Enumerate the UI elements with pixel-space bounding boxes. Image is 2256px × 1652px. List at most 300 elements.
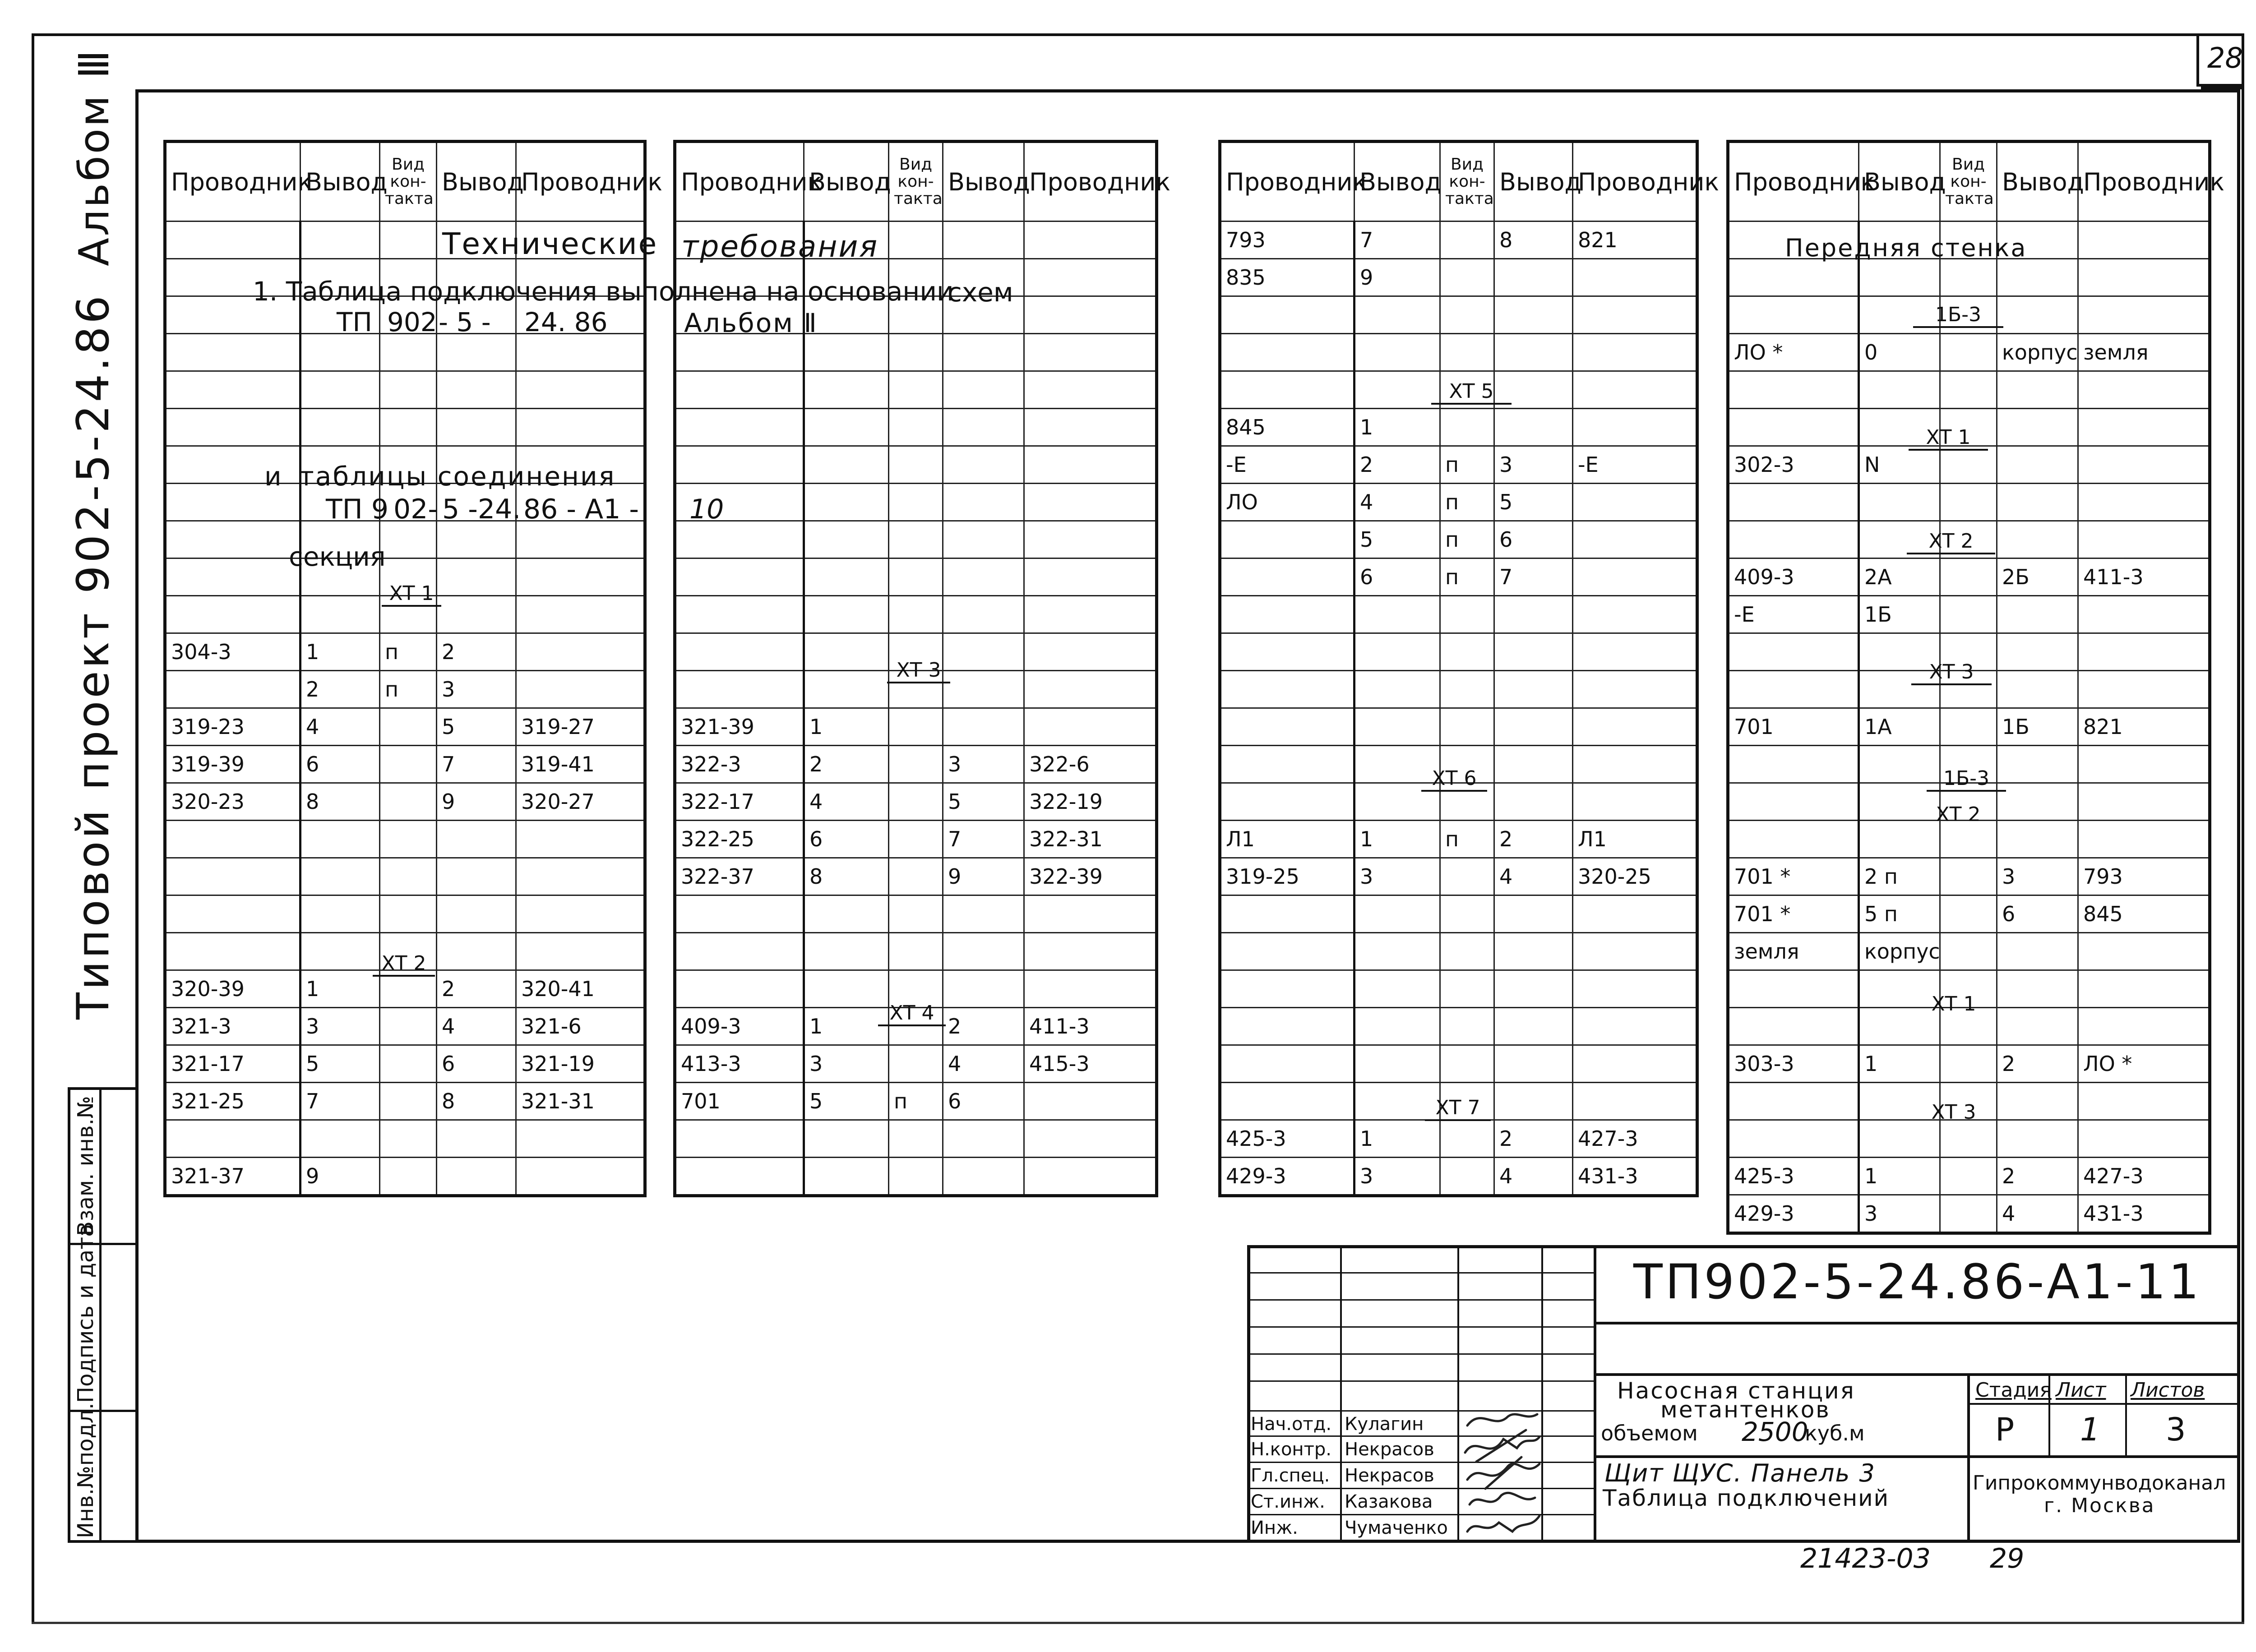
- object-line-3a: объемом: [1601, 1421, 1698, 1445]
- table-row: [1220, 596, 1697, 633]
- table-cell: Л1: [1220, 821, 1355, 858]
- table-cell: [1997, 409, 2078, 446]
- table-cell: [943, 933, 1024, 970]
- table-cell: 845: [1220, 409, 1355, 446]
- header-cell-part: такта: [385, 189, 434, 208]
- table-cell: п: [380, 671, 437, 708]
- table-cell: [675, 558, 804, 596]
- doc-line-1: Щит ЩУС. Панель 3: [1604, 1459, 1876, 1487]
- table-cell: [1024, 296, 1157, 334]
- table-cell: 322-39: [1024, 858, 1157, 895]
- header-cell: Вывод: [1355, 142, 1440, 221]
- table-cell: [1859, 1083, 1940, 1120]
- table-cell: 320-25: [1573, 858, 1697, 895]
- note-tp-2: 902: [387, 307, 437, 337]
- table-cell: 1: [1859, 1045, 1940, 1083]
- table-cell: 431-3: [2078, 1195, 2210, 1233]
- table-cell: ЛО: [1220, 484, 1355, 521]
- doc-line-2: Таблица подключений: [1603, 1485, 1890, 1511]
- role-5: Инж.: [1251, 1518, 1298, 1538]
- table-cell: 320-41: [516, 970, 645, 1008]
- table-row: [1220, 1120, 1697, 1158]
- table-cell: [516, 821, 645, 858]
- table-cell: [1728, 409, 1859, 446]
- table-cell: ЛО *: [1728, 334, 1859, 371]
- table-cell: [437, 858, 516, 895]
- table-cell: [1573, 409, 1697, 446]
- connection-table-3: [1218, 140, 1720, 1197]
- table-cell: [1220, 708, 1355, 746]
- table-cell: 3: [943, 746, 1024, 783]
- table-row: [165, 1083, 645, 1120]
- table-cell: [1997, 446, 2078, 484]
- table-cell: [300, 895, 380, 933]
- table-cell: [889, 484, 943, 521]
- table-cell: 2: [437, 633, 516, 671]
- table-cell: 3: [804, 1045, 889, 1083]
- note-tp2-d: 86 - А1 -: [523, 494, 639, 525]
- table-cell: [1494, 671, 1573, 708]
- header-cell-part: Вид: [1451, 155, 1484, 174]
- note-tp2-a: ТП 9: [326, 494, 389, 525]
- table-cell: [1940, 1045, 1997, 1083]
- tb-h1: [1247, 1272, 1595, 1274]
- table-cell: 845: [2078, 895, 2210, 933]
- table-cell: [1220, 671, 1355, 708]
- table-cell: [943, 521, 1024, 558]
- table-cell: [516, 858, 645, 895]
- table-cell: 2: [1997, 1158, 2078, 1195]
- header-cell: Вывод: [300, 142, 380, 221]
- table-cell: [380, 1008, 437, 1045]
- table-cell: [943, 1158, 1024, 1196]
- top-right-line: [2201, 87, 2242, 89]
- table-cell: [300, 933, 380, 970]
- table-cell: [804, 558, 889, 596]
- table-cell: [1859, 484, 1940, 521]
- table-row: [1220, 1045, 1697, 1083]
- table-cell: [1859, 821, 1940, 858]
- table-cell: [1997, 484, 2078, 521]
- table-cell: [1940, 596, 1997, 633]
- table-header-row: [1220, 142, 1697, 221]
- table-row: [675, 446, 1157, 484]
- header-cell: [380, 142, 437, 221]
- table-header-row: [165, 142, 645, 221]
- note-connection-tables: таблицы соединения: [299, 461, 616, 492]
- table-cell: [1024, 633, 1157, 671]
- signatures: [1458, 1403, 1544, 1543]
- signature-5: [1467, 1516, 1539, 1532]
- table-cell: п: [1440, 821, 1494, 858]
- role-3: Гл.спец.: [1251, 1465, 1330, 1486]
- table-cell: [1220, 633, 1355, 671]
- table-cell: [889, 521, 943, 558]
- table-cell: [1494, 895, 1573, 933]
- table-row: [165, 1008, 645, 1045]
- table-cell: п: [1440, 484, 1494, 521]
- table-cell: [1494, 708, 1573, 746]
- table-cell: [889, 783, 943, 821]
- table-cell: [1440, 1158, 1494, 1196]
- role-4: Ст.инж.: [1251, 1491, 1325, 1512]
- table-row: [165, 708, 645, 746]
- tb-h4: [1247, 1353, 1595, 1355]
- table-row: [1728, 858, 2210, 895]
- table-cell: [1728, 746, 1859, 783]
- table-row: [1728, 1120, 2210, 1158]
- table-cell: [300, 821, 380, 858]
- table-row: [675, 521, 1157, 558]
- table-cell: [1728, 1008, 1859, 1045]
- name-2: Некрасов: [1345, 1439, 1434, 1460]
- table-cell: [675, 671, 804, 708]
- table-cell: [675, 933, 804, 970]
- table-cell: 322-37: [675, 858, 804, 895]
- table-row: [675, 783, 1157, 821]
- table-cell: [889, 1120, 943, 1158]
- table-cell: [2078, 1083, 2210, 1120]
- table-cell: 322-17: [675, 783, 804, 821]
- table-row: [675, 1045, 1157, 1083]
- table-cell: 1: [300, 633, 380, 671]
- table-cell: [437, 1158, 516, 1196]
- table-cell: [1440, 596, 1494, 633]
- table-cell: [380, 371, 437, 409]
- binding-strip-divider: [99, 1087, 102, 1543]
- table-cell: [516, 1120, 645, 1158]
- table-cell: [1220, 895, 1355, 933]
- table-cell: [1728, 671, 1859, 708]
- table-cell: 1: [804, 1008, 889, 1045]
- table-cell: [1728, 970, 1859, 1008]
- table-cell: [675, 1120, 804, 1158]
- sheet-value: 1: [2080, 1411, 2100, 1448]
- table-cell: [1220, 970, 1355, 1008]
- table-cell: 320-39: [165, 970, 300, 1008]
- table-cell: [2078, 671, 2210, 708]
- table-cell: [2078, 521, 2210, 558]
- table-cell: [1494, 633, 1573, 671]
- table-cell: [165, 933, 300, 970]
- header-cell-part: кон-: [1449, 172, 1485, 191]
- table-cell: [2078, 933, 2210, 970]
- table-cell: [1024, 596, 1157, 633]
- table-cell: [804, 1158, 889, 1196]
- table-cell: [380, 221, 437, 259]
- table-cell: [1940, 708, 1997, 746]
- table-cell: [1355, 708, 1440, 746]
- t4-block-1b3-b: 1Б-3: [1927, 767, 2006, 792]
- object-line-1: Насосная станция: [1617, 1378, 1855, 1404]
- table-cell: Л1: [1573, 821, 1697, 858]
- table-cell: -Е: [1220, 446, 1355, 484]
- table-cell: [889, 1158, 943, 1196]
- table-cell: 409-3: [675, 1008, 804, 1045]
- header-cell: Проводник: [165, 142, 300, 221]
- table-cell: [943, 371, 1024, 409]
- table-row: [675, 558, 1157, 596]
- table-cell: 322-25: [675, 821, 804, 858]
- table-cell: -Е: [1728, 596, 1859, 633]
- table-row: [165, 371, 645, 409]
- table-cell: 4: [943, 1045, 1024, 1083]
- note-table-basis: 1. Таблица подключения выполнена на основании: [253, 276, 954, 307]
- table-row: [1728, 334, 2210, 371]
- table-cell: [1024, 259, 1157, 296]
- table-cell: [380, 1045, 437, 1083]
- table-cell: [889, 746, 943, 783]
- table-cell: [943, 895, 1024, 933]
- table-row: [1728, 1045, 2210, 1083]
- table-row: [1220, 446, 1697, 484]
- t4-block-xt3: ХТ 3: [1911, 660, 1992, 685]
- table-cell: [1940, 446, 1997, 484]
- table-cell: [675, 970, 804, 1008]
- table-cell: [1024, 970, 1157, 1008]
- table-cell: [1024, 409, 1157, 446]
- table-cell: 3: [437, 671, 516, 708]
- table-cell: 319-27: [516, 708, 645, 746]
- table-cell: 4: [1494, 858, 1573, 895]
- table-cell: 4: [300, 708, 380, 746]
- table-cell: 7: [1494, 558, 1573, 596]
- table-cell: [889, 933, 943, 970]
- table-cell: 427-3: [2078, 1158, 2210, 1195]
- header-cell: Вывод: [437, 142, 516, 221]
- table-row: [1728, 1158, 2210, 1195]
- table-cell: [943, 446, 1024, 484]
- table-cell: [889, 371, 943, 409]
- header-cell: Вывод: [1997, 142, 2078, 221]
- table-cell: [1440, 970, 1494, 1008]
- table-cell: 322-6: [1024, 746, 1157, 783]
- note-tp-3: - 5 -: [439, 307, 491, 337]
- table-cell: земля: [1728, 933, 1859, 970]
- table-cell: 2: [1494, 821, 1573, 858]
- table-cell: [1997, 371, 2078, 409]
- table-cell: [1024, 1158, 1157, 1196]
- table-cell: [165, 558, 300, 596]
- header-cell: [1940, 142, 1997, 221]
- org-line-1: Гипрокоммунводоканал: [1973, 1472, 2226, 1495]
- table-row: [1220, 409, 1697, 446]
- table-cell: [1024, 484, 1157, 521]
- tb-v1: [1340, 1245, 1342, 1543]
- table-cell: [1728, 371, 1859, 409]
- table-cell: [2078, 371, 2210, 409]
- signature-1: [1467, 1414, 1537, 1426]
- table-cell: [1494, 334, 1573, 371]
- table-cell: 5: [943, 783, 1024, 821]
- t4-block-xt1: ХТ 1: [1909, 426, 1988, 451]
- table-cell: [1940, 895, 1997, 933]
- frame-right-line: [2242, 33, 2244, 1624]
- table-row: [1728, 708, 2210, 746]
- table-cell: 8: [1494, 221, 1573, 259]
- table-cell: 302-3: [1728, 446, 1859, 484]
- table-cell: 322-31: [1024, 821, 1157, 858]
- name-1: Кулагин: [1345, 1414, 1424, 1435]
- table-cell: [516, 558, 645, 596]
- table-cell: [1220, 521, 1355, 558]
- table-row: [1220, 858, 1697, 895]
- table-cell: 1Б: [1859, 596, 1940, 633]
- table-cell: 2: [943, 1008, 1024, 1045]
- field-vzam-inv: Взам. инв.№: [73, 1096, 98, 1236]
- table-cell: [380, 858, 437, 895]
- table-row: [675, 596, 1157, 633]
- table-row: [1220, 296, 1697, 334]
- table-cell: [1024, 1083, 1157, 1120]
- table-cell: 322-3: [675, 746, 804, 783]
- table-cell: [1940, 259, 1997, 296]
- table-cell: [1940, 1120, 1997, 1158]
- table-cell: [1997, 746, 2078, 783]
- table-cell: [1220, 783, 1355, 821]
- table-cell: [516, 933, 645, 970]
- table-cell: [437, 596, 516, 633]
- table-cell: 7: [300, 1083, 380, 1120]
- table-row: [675, 895, 1157, 933]
- name-4: Казакова: [1345, 1491, 1433, 1512]
- table-cell: 1: [1355, 409, 1440, 446]
- table-cell: [1440, 708, 1494, 746]
- table-cell: [165, 334, 300, 371]
- table-cell: [380, 521, 437, 558]
- table-header-row: [1728, 142, 2210, 221]
- table-cell: [1728, 633, 1859, 671]
- table-cell: [804, 371, 889, 409]
- table-cell: [1997, 783, 2078, 821]
- table-row: [165, 783, 645, 821]
- table-cell: 701 *: [1728, 895, 1859, 933]
- t4-block-xt3-b: ХТ 3: [1931, 1101, 1976, 1124]
- table-cell: [1440, 895, 1494, 933]
- table-cell: [943, 334, 1024, 371]
- note-technical: Технические: [442, 226, 658, 261]
- table-cell: [1440, 1008, 1494, 1045]
- table-cell: [165, 521, 300, 558]
- project-label: Типовой проект 902-5-24.86: [68, 293, 119, 1020]
- table-cell: N: [1859, 446, 1940, 484]
- table-cell: [2078, 221, 2210, 259]
- header-cell-part: такта: [1445, 189, 1494, 208]
- table-cell: [1997, 633, 2078, 671]
- table-cell: [1997, 933, 2078, 970]
- table-cell: [2078, 259, 2210, 296]
- table-row: [1220, 821, 1697, 858]
- table-cell: [1494, 933, 1573, 970]
- table-cell: [1573, 1083, 1697, 1120]
- sheets-label: Листов: [2131, 1379, 2205, 1402]
- table-cell: [889, 409, 943, 446]
- table-cell: 3: [1859, 1195, 1940, 1233]
- table-cell: [437, 821, 516, 858]
- table-cell: 319-41: [516, 746, 645, 783]
- table-cell: 1: [1355, 1120, 1440, 1158]
- table-cell: [1220, 296, 1355, 334]
- table-row: [675, 708, 1157, 746]
- table-row: [1728, 446, 2210, 484]
- note-tp2-e: 10: [689, 494, 724, 525]
- table-cell: [943, 596, 1024, 633]
- table-cell: [1494, 746, 1573, 783]
- table-cell: [1355, 371, 1440, 409]
- table-cell: 4: [1997, 1195, 2078, 1233]
- table-cell: [437, 521, 516, 558]
- table-row: [1220, 970, 1697, 1008]
- table-row: [165, 746, 645, 783]
- stage-value: Р: [1995, 1411, 2015, 1448]
- table-cell: [1573, 334, 1697, 371]
- table-row: [1728, 371, 2210, 409]
- table-cell: [300, 221, 380, 259]
- tb-h-mid: [1594, 1373, 2240, 1376]
- table-cell: [516, 334, 645, 371]
- table-cell: 321-37: [165, 1158, 300, 1196]
- table-cell: [2078, 783, 2210, 821]
- table-row: [1220, 895, 1697, 933]
- table-row: [1728, 259, 2210, 296]
- table-cell: [300, 334, 380, 371]
- table-cell: [2078, 821, 2210, 858]
- table-cell: [380, 1158, 437, 1196]
- table-cell: [380, 334, 437, 371]
- table-cell: 701 *: [1728, 858, 1859, 895]
- name-3: Некрасов: [1345, 1465, 1434, 1486]
- table-cell: [675, 334, 804, 371]
- table-cell: 6: [437, 1045, 516, 1083]
- table-cell: [1440, 858, 1494, 895]
- table-cell: [1573, 371, 1697, 409]
- table-cell: [1573, 970, 1697, 1008]
- table-cell: [437, 1120, 516, 1158]
- table-cell: [1728, 1083, 1859, 1120]
- frame-left-line: [32, 33, 34, 1624]
- table-cell: [804, 933, 889, 970]
- table-row: [165, 633, 645, 671]
- sheets-value: 3: [2166, 1411, 2186, 1448]
- table-cell: [889, 708, 943, 746]
- note-schemes: схем: [948, 277, 1013, 308]
- table-cell: 322-19: [1024, 783, 1157, 821]
- tb-h2: [1247, 1299, 1595, 1301]
- table-cell: 6: [943, 1083, 1024, 1120]
- table-cell: [437, 371, 516, 409]
- table-row: [1728, 895, 2210, 933]
- table-row: [675, 409, 1157, 446]
- table-cell: [2078, 596, 2210, 633]
- table-cell: [675, 633, 804, 671]
- sheet-label: Лист: [2056, 1379, 2106, 1402]
- table-cell: [1859, 371, 1940, 409]
- table-cell: [2078, 746, 2210, 783]
- table-cell: 9: [1355, 259, 1440, 296]
- table-cell: [943, 633, 1024, 671]
- header-cell: [1440, 142, 1494, 221]
- table-cell: [437, 334, 516, 371]
- table-cell: [1728, 259, 1859, 296]
- table-cell: [1220, 558, 1355, 596]
- table-cell: 2: [1997, 1045, 2078, 1083]
- table-cell: 6: [1494, 521, 1573, 558]
- table-cell: [1940, 558, 1997, 596]
- table-cell: 1Б: [1997, 708, 2078, 746]
- table-cell: 4: [1494, 1158, 1573, 1196]
- table-cell: [1573, 596, 1697, 633]
- table-cell: [165, 895, 300, 933]
